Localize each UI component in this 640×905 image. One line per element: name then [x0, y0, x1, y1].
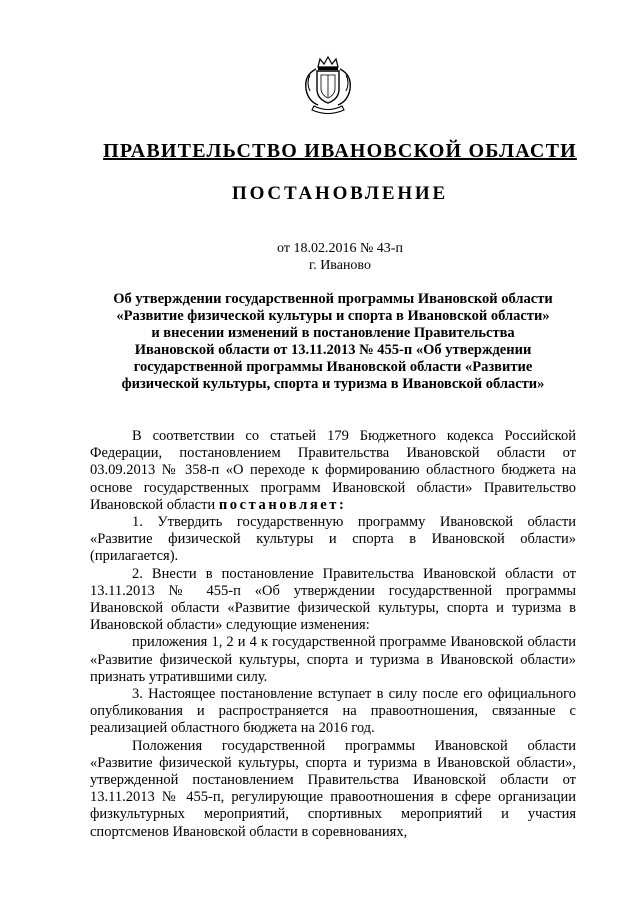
- coat-of-arms-icon: [300, 55, 356, 117]
- preamble-paragraph: [90, 428, 576, 514]
- organization-title: ПРАВИТЕЛЬСТВО ИВАНОВСКОЙ ОБЛАСТИ: [103, 140, 577, 162]
- title-line: Ивановской области от 13.11.2013 № 455-п «Об утверждении: [134, 342, 532, 358]
- title-line: и внесении изменений в постановление Правительства: [151, 325, 515, 341]
- document-title: [90, 291, 576, 393]
- item-3: 3. Настоящее постановление вступает в силу после его официального опубликования и распространяется на правоотношения, связанные с реализацией областного бюджета на 2016 год.: [90, 686, 576, 737]
- item-2: 2. Внести в постановление Правительства Ивановской области от 13.11.2013 № 455-п «Об утверждении государственной программы Ивановской области «Развитие физической культуры, спорта и туризма в Ивановской области» следующие изменения:: [90, 565, 576, 634]
- date-number: от 18.02.2016 № 43-п: [277, 241, 403, 256]
- item-2-subitem: приложения 1, 2 и 4 к государственной программе Ивановской области «Развитие физической культуры, спорта и туризма в Ивановской области» признать утратившими силу.: [90, 634, 576, 685]
- title-line: Об утверждении государственной программы Ивановской области: [113, 291, 553, 307]
- provisions-paragraph: Положения государственной программы Ивановской области «Развитие физической культуры, спорта и туризма в Ивановской области», утвержденной постановлением Правительства Ивановской области от 13.11.2013 № 455-п, регулирующие правоотношения в сфере организации физкультурных мероприятий, спортивных мероприятий и участия спортсменов Ивановской области в соревнованиях,: [90, 737, 576, 840]
- document-meta: [0, 240, 640, 274]
- city: г. Иваново: [309, 258, 371, 273]
- title-line: физической культуры, спорта и туризма в Ивановской области»: [121, 376, 545, 392]
- decree-word: постановляет:: [218, 496, 347, 513]
- title-line: государственной программы Ивановской области «Развитие: [133, 359, 533, 375]
- item-1: 1. Утвердить государственную программу Ивановской области «Развитие физической культуры и спорта в Ивановской области» (прилагается).: [90, 514, 576, 565]
- document-type: ПОСТАНОВЛЕНИЕ: [232, 183, 448, 204]
- title-line: «Развитие физической культуры и спорта в Ивановской области»: [116, 308, 550, 324]
- preamble-text: В соответствии со статьей 179 Бюджетного кодекса Российской Федерации, постановлением Правительства Ивановской области от 03.09.2013 № 358-п «О переходе к формированию областного бюджета на основе государственных программ Ивановской области» Правительство Ивановской области: [90, 428, 576, 513]
- document-body: [90, 428, 576, 841]
